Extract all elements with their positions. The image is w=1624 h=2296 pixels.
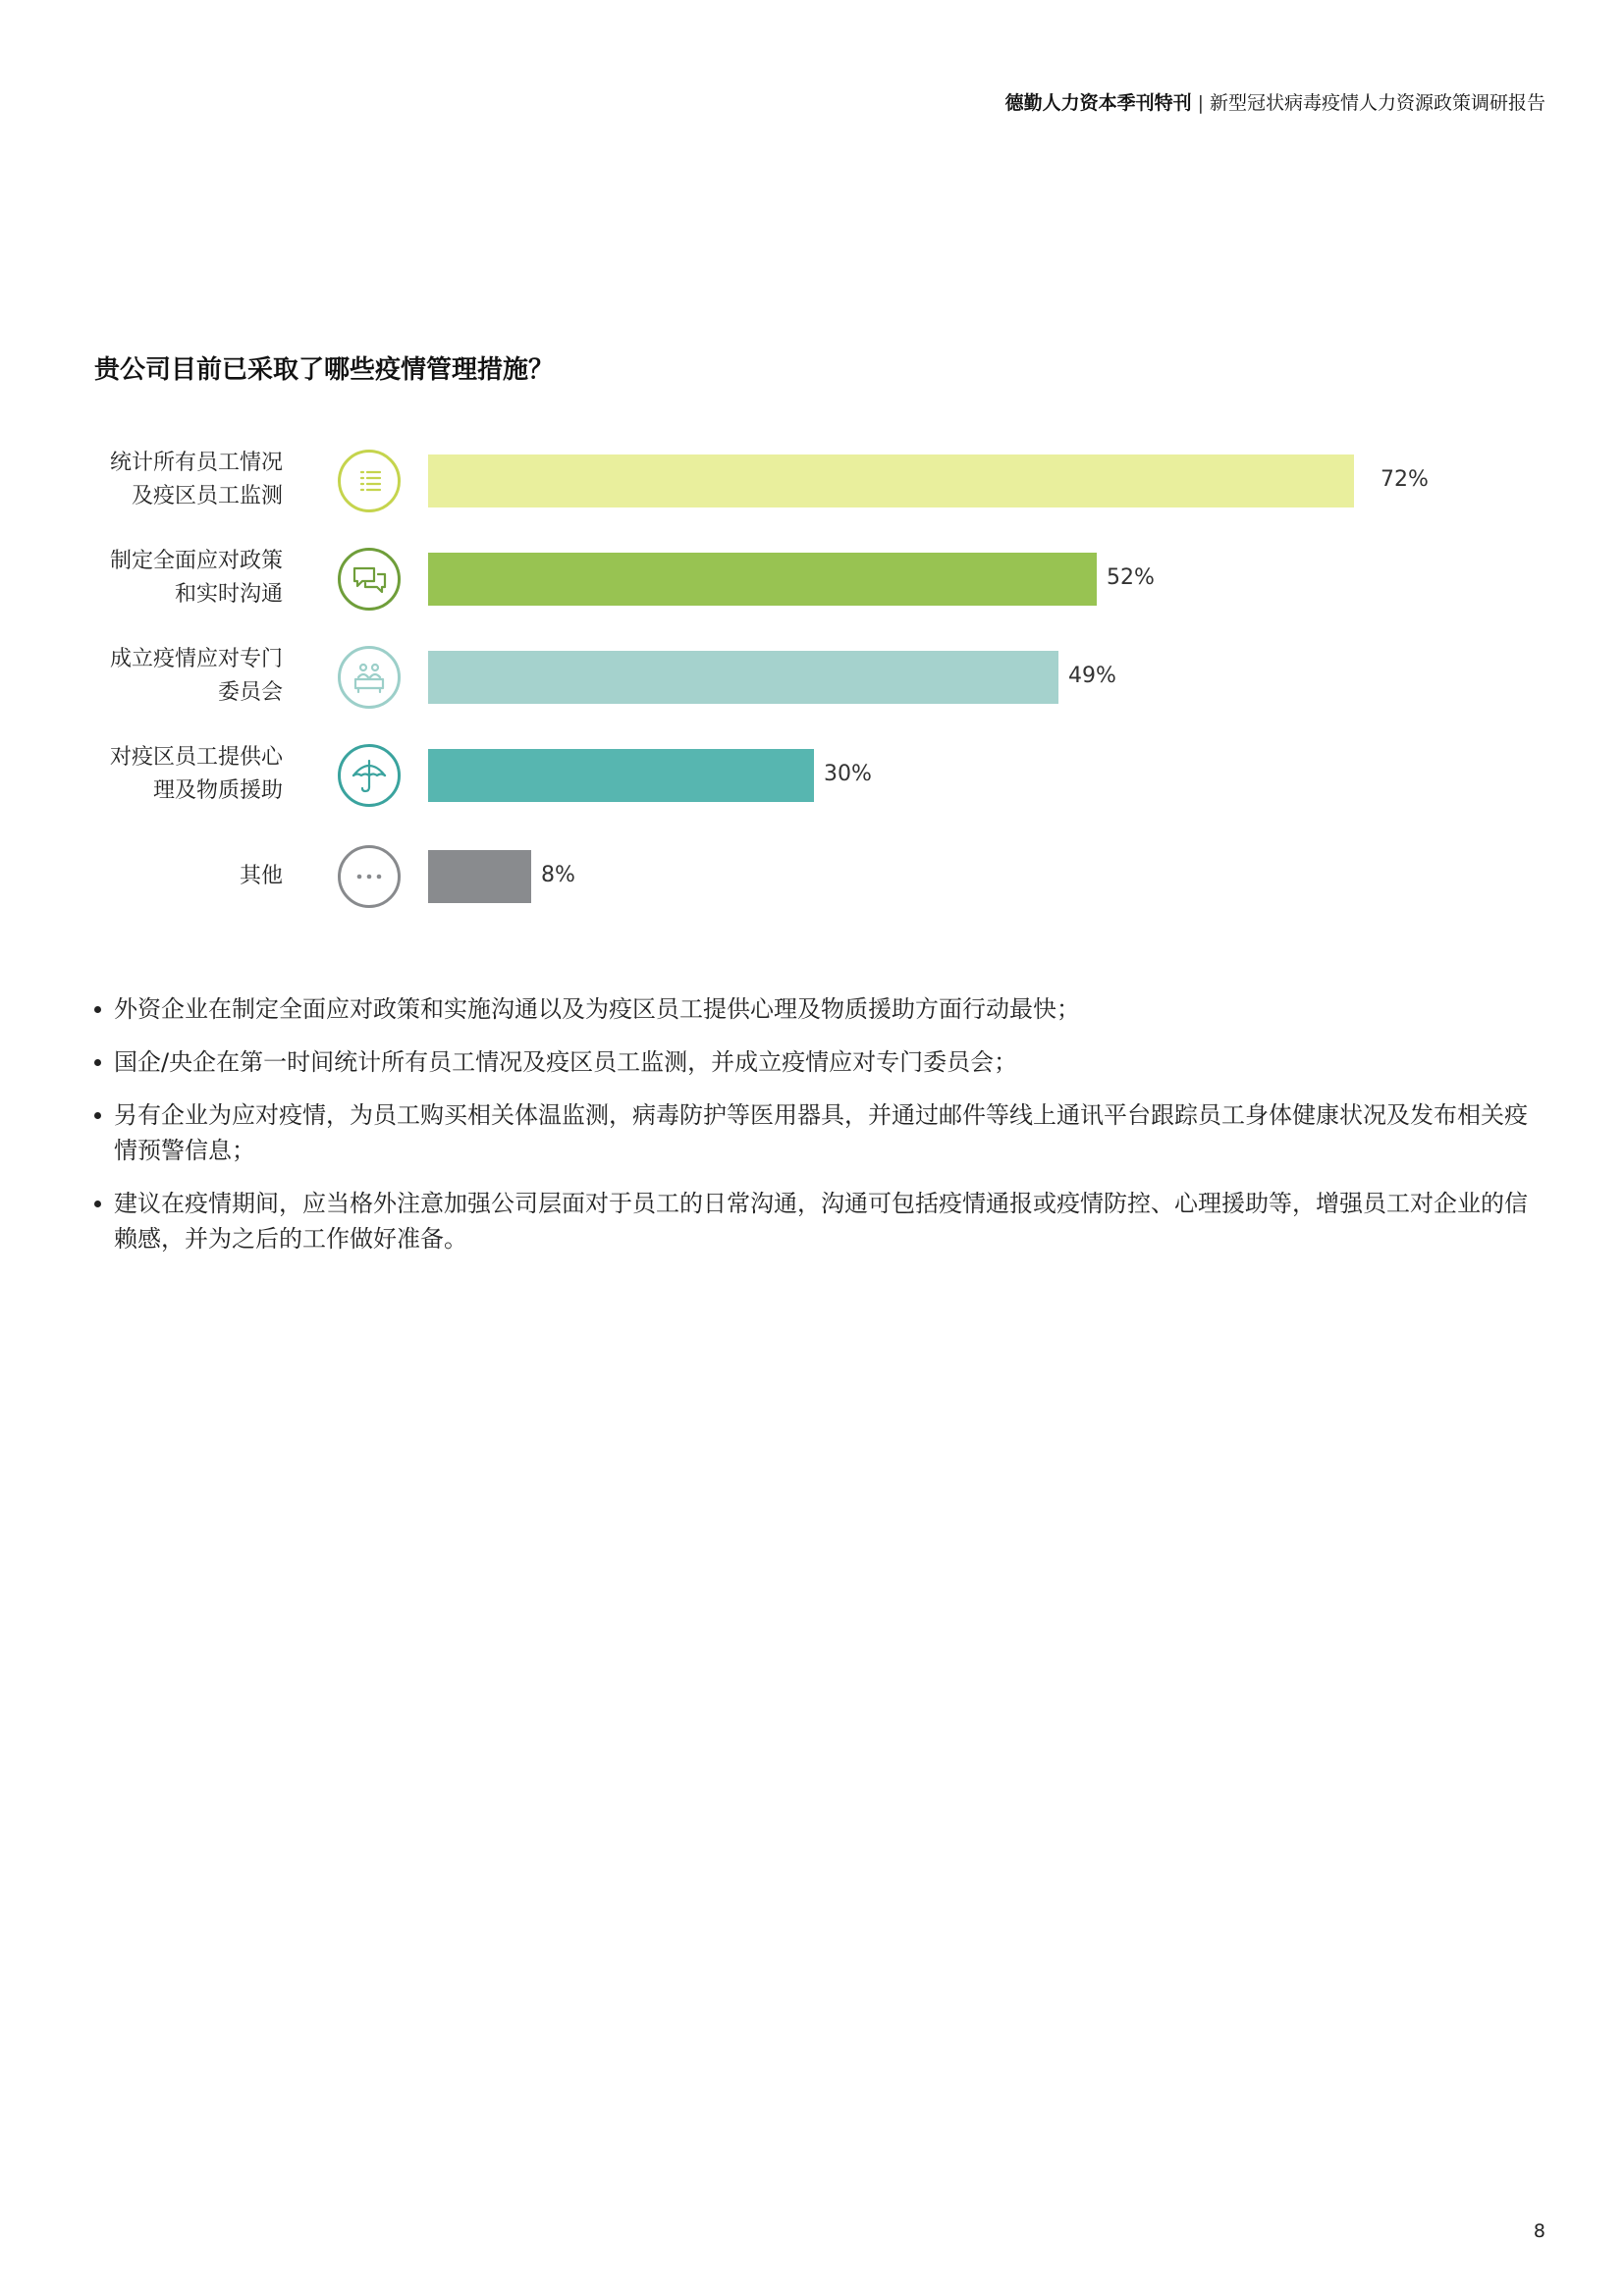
category-label-line: 成立疫情应对专门 <box>109 647 283 671</box>
bar-chart <box>0 447 1624 937</box>
header-brand: 德勤人力资本季刊特刊 <box>1004 92 1192 114</box>
chart-question: 贵公司目前已采取了哪些疫情管理措施？ <box>94 355 555 385</box>
more-dots-icon <box>338 845 401 908</box>
category-label <box>240 860 283 893</box>
category-label <box>110 643 283 710</box>
header-subtitle: 新型冠状病毒疫情人力资源政策调研报告 <box>1209 92 1545 114</box>
page-number: 8 <box>1533 2220 1545 2242</box>
category-label-line: 对疫区员工提供心 <box>109 745 283 770</box>
data-label: 72% <box>1380 467 1429 492</box>
list-icon <box>338 450 401 512</box>
data-label: 52% <box>1107 565 1155 590</box>
category-label-line: 委员会 <box>217 680 283 705</box>
bar <box>428 454 1354 507</box>
list-item: 国企/央企在第一时间统计所有员工情况及疫区员工监测，并成立疫情应对专门委员会； <box>94 1044 1538 1080</box>
data-label: 8% <box>541 863 575 887</box>
category-label <box>110 741 283 808</box>
category-label-line: 理及物质援助 <box>152 778 283 803</box>
findings-list <box>94 991 1538 1274</box>
page-header <box>1005 88 1545 115</box>
chat-bubbles-icon <box>338 548 401 611</box>
chart-row <box>0 447 1624 515</box>
category-label-line: 统计所有员工情况 <box>109 451 283 475</box>
list-item: 建议在疫情期间，应当格外注意加强公司层面对于员工的日常沟通，沟通可包括疫情通报或疫情防控、心理援助等，增强员工对企业的信赖感，并为之后的工作做好准备。 <box>94 1186 1538 1256</box>
chart-row <box>0 643 1624 712</box>
chart-row <box>0 741 1624 810</box>
data-label: 49% <box>1068 664 1116 688</box>
data-label: 30% <box>824 762 872 786</box>
category-label-line: 制定全面应对政策 <box>109 549 283 573</box>
chart-row <box>0 842 1624 911</box>
bar <box>428 749 814 802</box>
category-label-line: 和实时沟通 <box>174 582 283 607</box>
bar <box>428 553 1097 606</box>
chart-row <box>0 545 1624 614</box>
bar <box>428 850 531 903</box>
umbrella-icon <box>338 744 401 807</box>
list-item: 另有企业为应对疫情，为员工购买相关体温监测，病毒防护等医用器具，并通过邮件等线上通讯平台跟踪员工身体健康状况及发布相关疫情预警信息； <box>94 1097 1538 1168</box>
category-label-line: 及疫区员工监测 <box>131 484 283 508</box>
bar <box>428 651 1058 704</box>
committee-icon <box>338 646 401 709</box>
header-separator: | <box>1197 92 1204 114</box>
list-item: 外资企业在制定全面应对政策和实施沟通以及为疫区员工提供心理及物质援助方面行动最快； <box>94 991 1538 1027</box>
category-label-line: 其他 <box>239 864 283 888</box>
category-label <box>110 545 283 612</box>
category-label <box>110 447 283 513</box>
